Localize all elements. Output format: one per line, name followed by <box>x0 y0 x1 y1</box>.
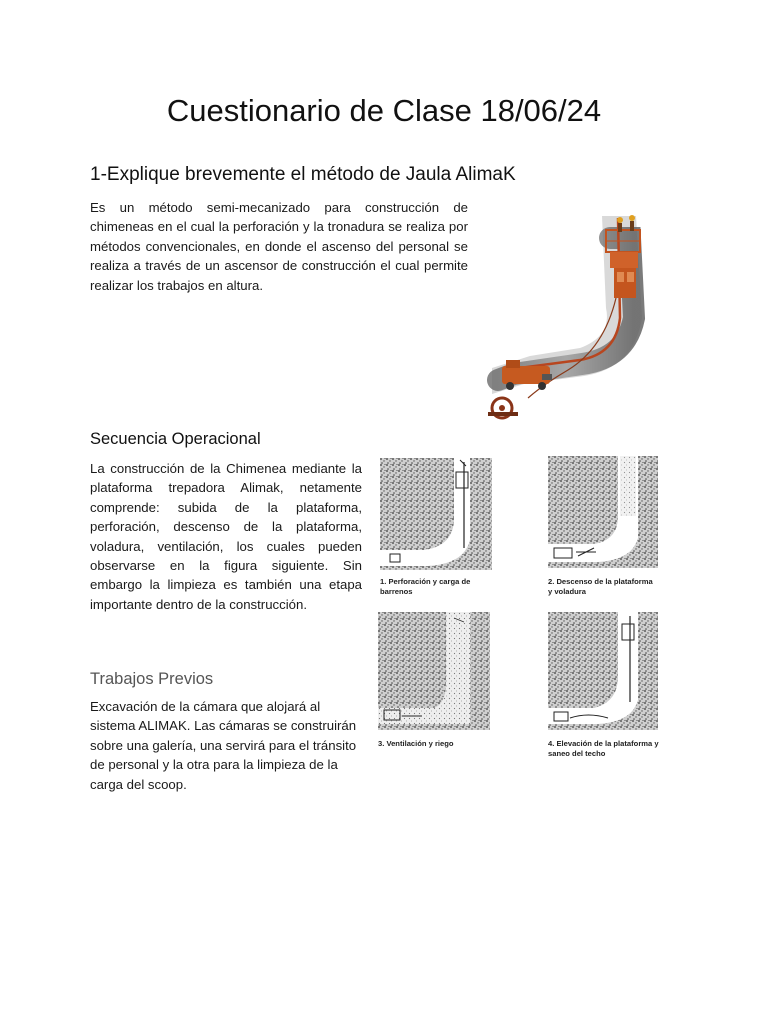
sequence-caption-1-line-1: 1. Perforación y carga de <box>380 577 471 586</box>
page-title: Cuestionario de Clase 18/06/24 <box>166 93 602 128</box>
sequence-panel-1 <box>380 458 492 570</box>
trabajos-previos-paragraph: Excavación de la cámara que alojará al sistema ALIMAK. Las cámaras se construirán sobre una galería, una servirá para el tránsito de personal y la otra para la limpieza de la carga del scoop. <box>90 699 357 792</box>
sequence-caption-2-line-2: y voladura <box>548 587 586 596</box>
sequence-caption-4-line-1: 4. Elevación de la plataforma y <box>548 739 659 748</box>
secuencia-paragraph: La construcción de la Chimenea mediante la plataforma trepadora Alimak, netamente comprende: subida de la plataforma, perforación, descenso de la plataforma, voladura, ventilación, los cuales pueden observarse en la figura siguiente. Sin embargo la limpieza es también una etapa importante dentro de la construcción. <box>90 461 362 612</box>
sequence-caption-4-line-2: saneo del techo <box>548 749 606 758</box>
question-1-heading: 1-Explique brevemente el método de Jaula AlimaK <box>90 164 516 185</box>
question-1-answer: Es un método semi-mecanizado para construcción de chimeneas en el cual la perforación y la tronadura se realiza por métodos convencionales, en donde el ascenso del personal se realiza a través de un ascensor de construcción el cual permite realizar los trabajos en altura. <box>90 200 468 293</box>
sequence-caption-1-line-2: barrenos <box>380 587 413 596</box>
sequence-figure <box>372 452 680 764</box>
sequence-panel-3 <box>378 612 490 730</box>
sequence-caption-3-line-1: 3. Ventilación y riego <box>378 739 454 748</box>
section-heading-trabajos-previos: Trabajos Previos <box>90 670 214 688</box>
sequence-caption-2-line-1: 2. Descenso de la plataforma <box>548 577 653 586</box>
sequence-panel-2 <box>548 456 658 568</box>
sequence-panel-4 <box>548 612 658 730</box>
section-heading-secuencia: Secuencia Operacional <box>90 430 261 448</box>
alimak-climber-illustration <box>484 198 676 430</box>
